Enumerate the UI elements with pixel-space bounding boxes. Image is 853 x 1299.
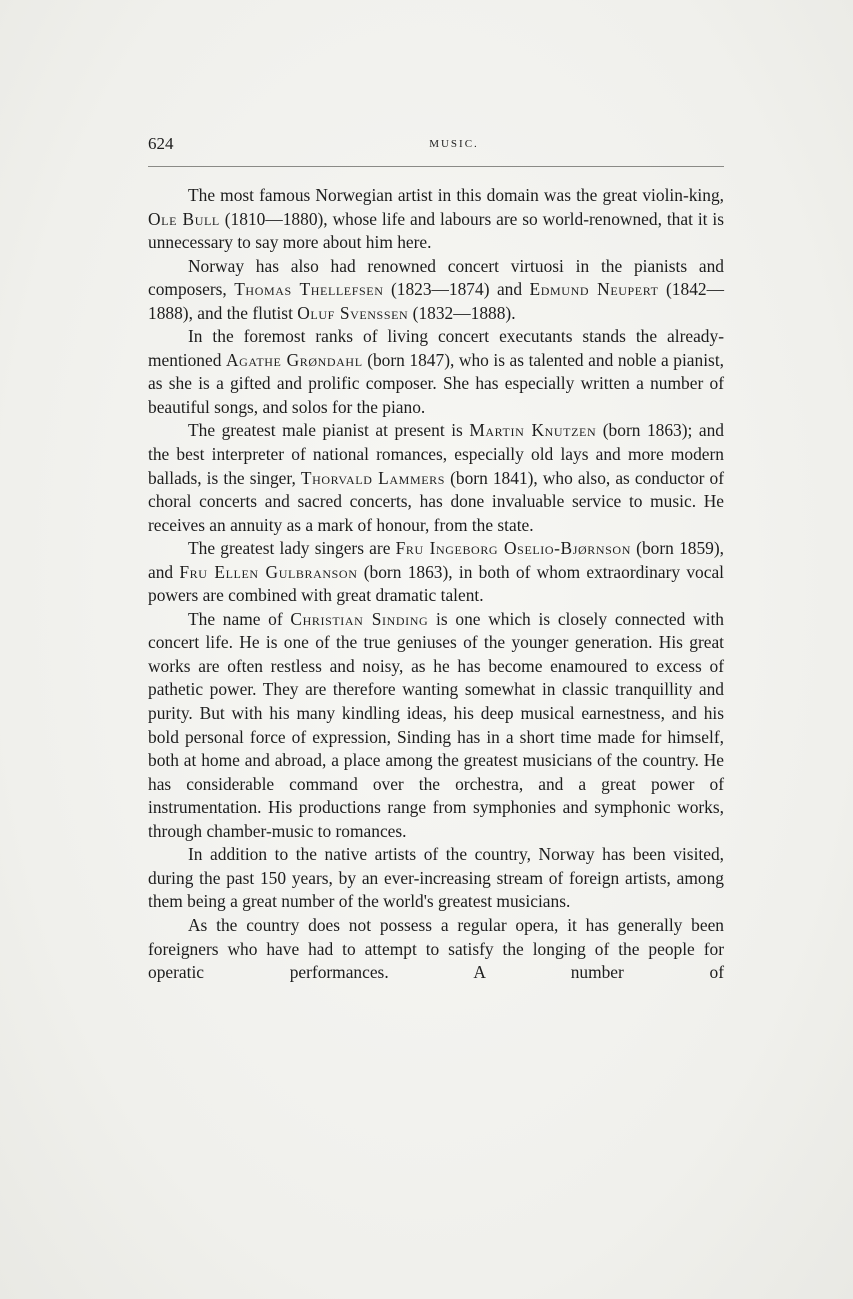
paragraph bbox=[148, 537, 724, 608]
paragraph bbox=[148, 843, 724, 914]
person-name: Christian Sinding bbox=[290, 608, 429, 629]
text-run: As the country does not possess a regular opera, it has generally been foreigners who have had to attempt to satisfy the longing of the people for operatic performances. A number of bbox=[148, 914, 724, 983]
text-run: In addition to the native artists of the country, Norway has been visited, during the past 150 years, by an ever-increasing stream of foreign artists, among them being a great number of the world's greatest musicians. bbox=[148, 844, 724, 912]
header-rule bbox=[148, 166, 724, 167]
text-run: The greatest lady singers are bbox=[188, 538, 396, 559]
text-run: (1823—1874) and bbox=[383, 279, 530, 300]
person-name: Agathe Grøndahl bbox=[225, 349, 363, 370]
text-run: (born 1847), who is as talented and noble a pianist, as she is a gifted and prolific composer. She has especially written a number of beautiful songs, and solos for the piano. bbox=[148, 349, 724, 417]
person-name: Martin Knutzen bbox=[469, 420, 597, 441]
person-name: Fru Ellen Gulbranson bbox=[179, 561, 358, 582]
text-run: In the foremost ranks of living concert executants stands the already-mentioned bbox=[148, 326, 724, 370]
text-run: Norway has also had renowned concert virtuosi in the pianists and composers, bbox=[148, 255, 724, 300]
text-run: The greatest male pianist at present is bbox=[188, 420, 470, 441]
text-run: (born 1863), in both of whom extraordinary vocal powers are combined with great dramatic talent. bbox=[148, 561, 724, 606]
person-name: Thorvald Lammers bbox=[300, 467, 446, 488]
page-header bbox=[148, 134, 724, 160]
person-name: Edmund Neupert bbox=[529, 279, 659, 300]
paragraph bbox=[148, 255, 724, 326]
text-run: (1842—1888), and the flutist bbox=[148, 279, 724, 323]
person-name: Fru Ingeborg Oselio-Bjørnson bbox=[395, 538, 631, 559]
running-head: MUSIC. bbox=[429, 138, 479, 150]
body-text bbox=[148, 184, 724, 985]
paragraph bbox=[148, 325, 724, 419]
person-name: Ole Bull bbox=[148, 208, 220, 229]
text-run: The most famous Norwegian artist in this domain was the great violin-king, bbox=[188, 185, 724, 205]
paragraph bbox=[148, 419, 724, 537]
text-run: (born 1841), who also, as conductor of choral concerts and sacred concerts, has done invaluable service to music. He receives an annuity as a mark of honour, from the state. bbox=[148, 467, 724, 535]
person-name: Oluf Svenssen bbox=[297, 302, 409, 323]
person-name: Thomas Thellefsen bbox=[234, 279, 384, 300]
page-number: 624 bbox=[148, 134, 174, 153]
paragraph bbox=[148, 184, 724, 255]
paragraph bbox=[148, 608, 724, 843]
text-run: (born 1863); and the best interpreter of national romances, especially old lays and more modern ballads, is the singer, bbox=[148, 420, 724, 488]
paragraph bbox=[148, 914, 724, 985]
text-run: The name of bbox=[188, 608, 291, 629]
text-run: is one which is closely connected with concert life. He is one of the true geniuses of the younger generation. His great works are often restless and noisy, as he has become enamoured to excess of pathetic power. They are therefore wanting somewhat in classic tranquillity and purity. But with his many kindling ideas, his deep musical earnestness, and his bold personal force of expression, Sinding has in a short time made for himself, both at home and abroad, a place among the greatest musicians of the country. He has considerable command over the orchestra, and a great power of instrumentation. His productions range from symphonies and symphonic works, through chamber-music to romances. bbox=[148, 608, 724, 841]
text-run: (born 1859), and bbox=[148, 538, 724, 582]
text-run: (1832—1888). bbox=[408, 302, 516, 323]
text-run: (1810—1880), whose life and labours are so world-renowned, that it is unnecessary to say more about him here. bbox=[148, 208, 724, 253]
